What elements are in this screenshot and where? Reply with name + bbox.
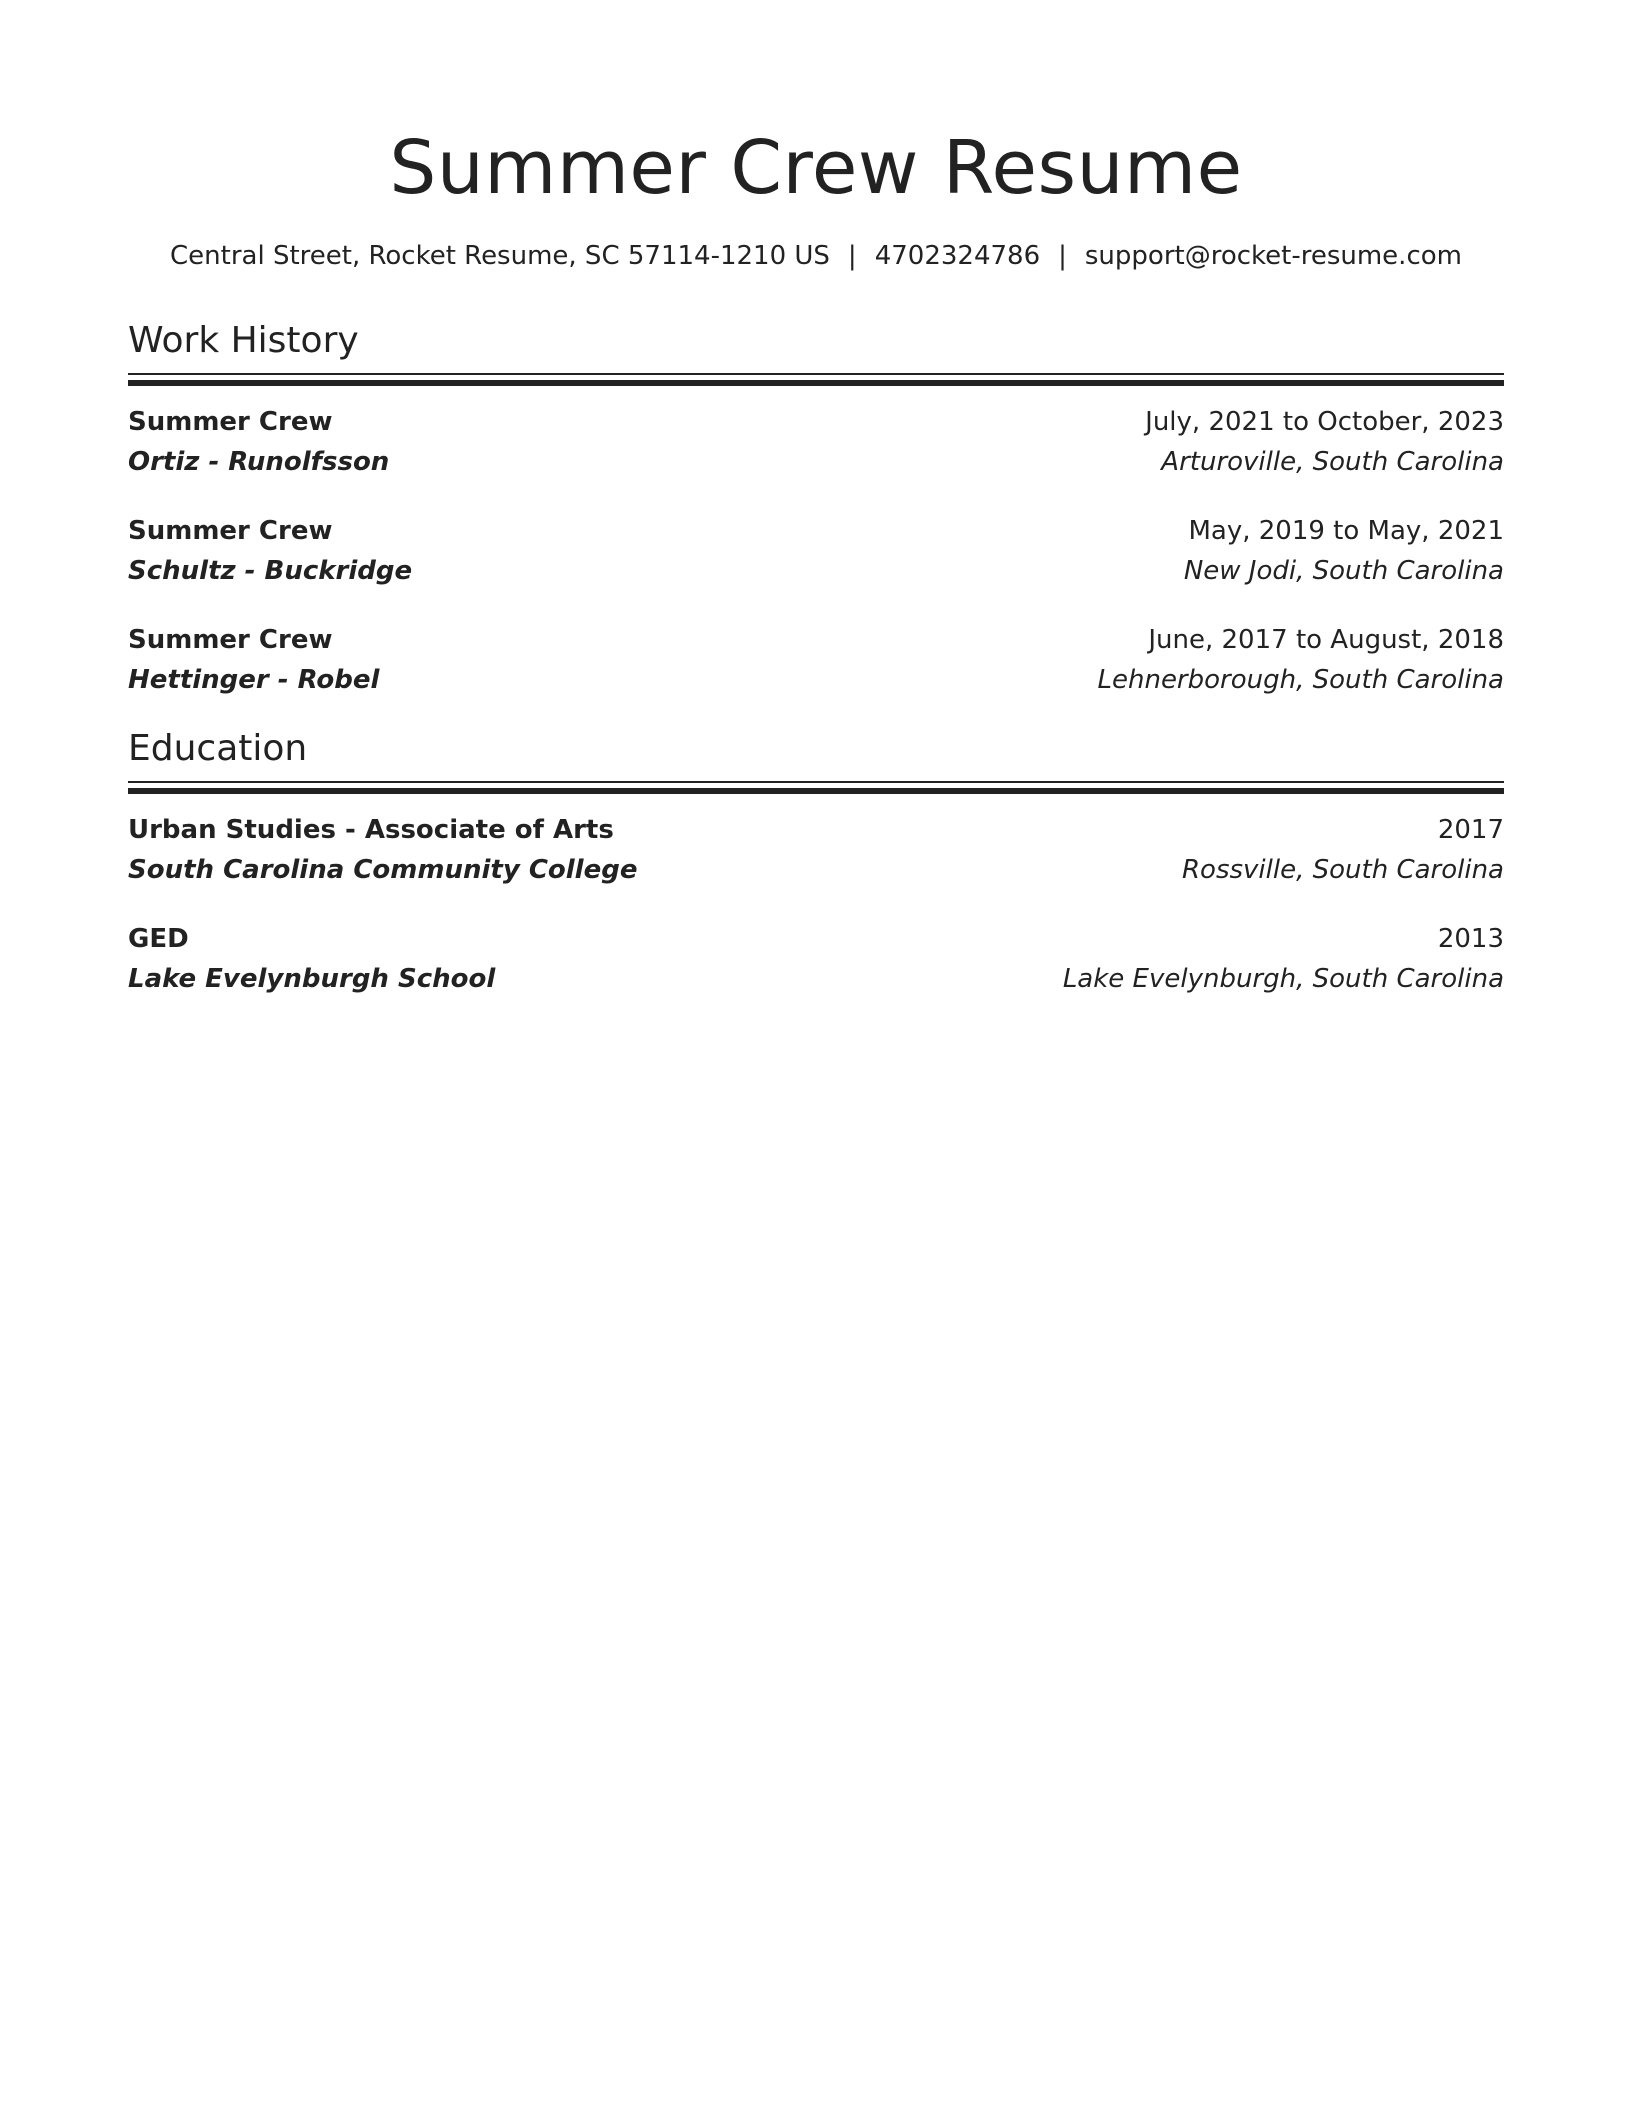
- school-location: Lake Evelynburgh, South Carolina: [1062, 964, 1504, 994]
- work-entry: [128, 511, 1504, 591]
- work-entry-row: [128, 402, 1504, 442]
- divider-thick-line: [128, 788, 1504, 794]
- work-entry: [128, 620, 1504, 700]
- divider-thin-line: [128, 373, 1504, 375]
- education-divider: [128, 781, 1504, 795]
- degree-name: GED: [128, 924, 189, 954]
- job-dates: May, 2019 to May, 2021: [1188, 516, 1504, 546]
- school-name: Lake Evelynburgh School: [128, 964, 496, 994]
- education-entry: [128, 919, 1504, 999]
- graduation-year: 2013: [1437, 924, 1504, 954]
- contact-separator: |: [847, 241, 857, 271]
- work-entry-row: [128, 660, 1504, 700]
- job-location: Arturoville, South Carolina: [1161, 447, 1504, 477]
- education-heading: Education: [128, 728, 308, 769]
- contact-address: Central Street, Rocket Resume, SC 57114-1210 US: [170, 241, 830, 271]
- work-entry-row: [128, 551, 1504, 591]
- work-entry-row: [128, 511, 1504, 551]
- divider-thick-line: [128, 380, 1504, 386]
- contact-email: support@rocket-resume.com: [1084, 241, 1462, 271]
- education-entry: [128, 810, 1504, 890]
- job-location: New Jodi, South Carolina: [1183, 556, 1504, 586]
- job-title: Summer Crew: [128, 625, 333, 655]
- education-entry-row: [128, 810, 1504, 850]
- contact-line: [128, 236, 1504, 276]
- work-entry: [128, 402, 1504, 482]
- job-company: Ortiz - Runolfsson: [128, 447, 390, 477]
- work-entry-row: [128, 620, 1504, 660]
- contact-separator: |: [1058, 241, 1067, 271]
- education-entry-row: [128, 919, 1504, 959]
- contact-phone: 4702324786: [874, 241, 1041, 271]
- resume-title: Summer Crew Resume: [389, 125, 1243, 211]
- job-location: Lehnerborough, South Carolina: [1097, 665, 1504, 695]
- divider-thin-line: [128, 781, 1504, 783]
- job-dates: June, 2017 to August, 2018: [1148, 625, 1504, 655]
- work-entry-row: [128, 442, 1504, 482]
- job-dates: July, 2021 to October, 2023: [1145, 407, 1504, 437]
- job-title: Summer Crew: [128, 407, 333, 437]
- degree-name: Urban Studies - Associate of Arts: [128, 815, 614, 845]
- job-title: Summer Crew: [128, 516, 333, 546]
- work-history-heading: Work History: [128, 320, 359, 361]
- job-company: Hettinger - Robel: [128, 665, 380, 695]
- school-name: South Carolina Community College: [128, 855, 638, 885]
- school-location: Rossville, South Carolina: [1181, 855, 1504, 885]
- graduation-year: 2017: [1437, 815, 1504, 845]
- education-entry-row: [128, 959, 1504, 999]
- job-company: Schultz - Buckridge: [128, 556, 413, 586]
- education-entry-row: [128, 850, 1504, 890]
- work-history-divider: [128, 373, 1504, 387]
